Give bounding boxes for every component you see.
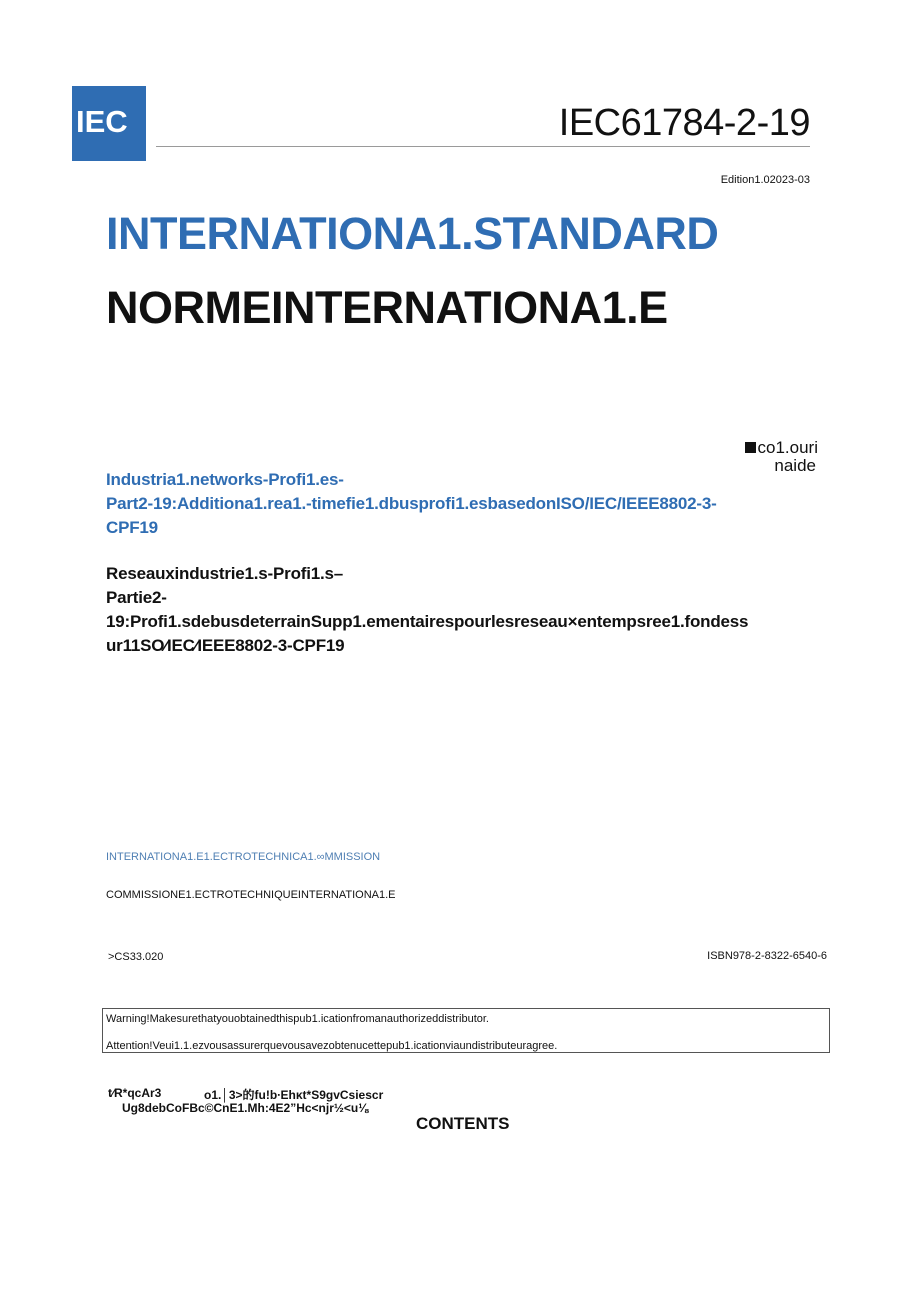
contents-heading: CONTENTS [416,1114,510,1133]
subtitle-en-line: CPF19 [106,518,158,537]
subtitle-fr-line: 19:Profi1.sdebusdeterrainSupp1.ementairespourlesreseau×entempsree1.fondess [106,612,749,631]
organization-french: COMMISSIONE1.ECTROTECHNIQUEINTERNATIONA1.E [106,889,396,901]
garbled-text: Ug8debCoFBc©CnE1.Mh:4E2”Hc<njr½<u⅛ [122,1101,369,1115]
warning-french: Attention!Veui1.1.ezvousassurerquevousavezobtenucettepub1.icationviaundistributeuragree. [106,1040,558,1052]
header-divider [156,146,810,147]
colour-mark-line2: naide [774,456,816,475]
subtitle-fr-line: ur11SO⁄IEC⁄IEEE8802-3-CPF19 [106,636,345,655]
organization-english: INTERNATIONA1.E1.ECTROTECHNICA1.∞MMISSION [106,851,381,863]
square-bullet-icon [745,442,756,453]
garbled-text: o1.│3>的fu!b∙Ehκt*S9gvCsiescr [204,1088,384,1102]
edition-label: Edition1.02023-03 [720,174,810,186]
warning-english: Warning!Makesurethatyouobtainedthispub1.icationfromanauthorizeddistributor. [106,1013,489,1025]
subtitle-fr-line: Partie2- [106,588,167,607]
title-english: INTERNATIONA1.STANDARD [106,208,719,259]
colour-inside-mark [745,438,818,458]
isbn: ISBN978-2-8322-6540-6 [707,950,827,962]
subtitle-en-line: Part2-19:Additiona1.rea1.-timefie1.dbusprofi1.esbasedonISO/IEC/IEEE8802-3- [106,494,717,513]
title-french: NORMEINTERNATIONA1.E [106,282,668,333]
ics-code: >CS33.020 [108,951,164,963]
garbled-text: t∕R*qcAr3 [108,1086,162,1100]
iec-logo: IEC [72,86,146,161]
subtitle-fr-line: Reseauxindustrie1.s-Profi1.s– [106,564,344,583]
standard-number: IEC61784-2-19 [558,102,810,144]
colour-mark-text: co1.ouri [757,438,818,457]
subtitle-en-line: Industria1.networks-Profi1.es- [106,470,344,489]
